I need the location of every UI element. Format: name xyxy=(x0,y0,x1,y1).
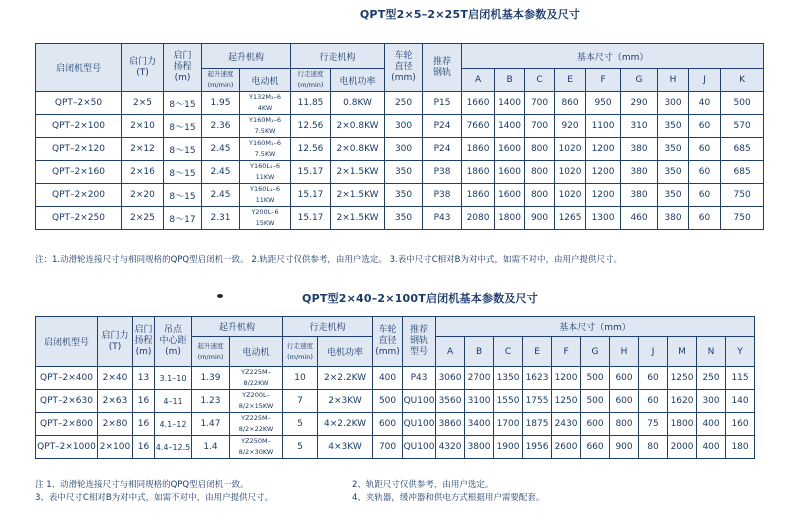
rail-cell: P24 xyxy=(423,115,462,138)
dim-cell: 310 xyxy=(621,115,658,138)
dim-cell: 2430 xyxy=(552,413,581,436)
motor-power-cell: 4×2.2KW xyxy=(318,413,373,436)
travel-speed-cell: 15.17 xyxy=(291,207,331,230)
motor-cell: YZ225M– 8/22KW xyxy=(230,367,283,390)
dim-cell: 60 xyxy=(689,207,721,230)
wheel-cell: 500 xyxy=(373,390,403,413)
dim-cell: 60 xyxy=(689,138,721,161)
t1-header-dim-letter: K xyxy=(721,69,764,92)
t2-header-rail: 推荐 钢轨 型号 xyxy=(403,317,436,367)
table1-note: 注：1.动滑轮连接尺寸与相同规格的QPQ型启闭机一致。 2.轨距尺寸仅供参考，由用户选定。 3.表中尺寸C相对B为对中式，如需不对中，由用户提供尺寸。 xyxy=(35,255,623,265)
travel-speed-cell: 5 xyxy=(283,413,318,436)
dim-cell: 460 xyxy=(621,207,658,230)
dim-cell: 1200 xyxy=(586,161,621,184)
dim-cell: 60 xyxy=(689,115,721,138)
t1-header-dim-letter: E xyxy=(555,69,586,92)
table2-note-1: 注 1、动滑轮连接尺寸与相同规格的QPQ型启闭机一致。 xyxy=(35,480,249,490)
dim-cell: 3400 xyxy=(465,413,494,436)
t2-header-wheel: 车轮 直径 (mm) xyxy=(373,317,403,367)
dim-cell: 350 xyxy=(658,161,689,184)
t2-header-dim-letter: B xyxy=(465,337,494,367)
motor-cell: YZ250M– 8/2×30KW xyxy=(230,436,283,459)
lift-speed-cell: 1.23 xyxy=(192,390,230,413)
motor-power-cell: 2×1.5KW xyxy=(331,207,385,230)
dim-cell: 1600 xyxy=(495,161,525,184)
dim-cell: 1250 xyxy=(668,367,697,390)
table-row xyxy=(36,436,755,459)
lift-speed-cell: 1.47 xyxy=(192,413,230,436)
rail-cell: P43 xyxy=(403,367,436,390)
dim-cell: 75 xyxy=(639,413,668,436)
wheel-cell: 400 xyxy=(373,367,403,390)
dim-cell: 180 xyxy=(726,436,755,459)
force-cell: 2×10 xyxy=(122,115,164,138)
table-row xyxy=(36,161,764,184)
force-cell: 2×80 xyxy=(98,413,133,436)
dim-cell: 1600 xyxy=(495,184,525,207)
stroke-cell: 8～15 xyxy=(164,184,202,207)
travel-speed-cell: 11.85 xyxy=(291,92,331,115)
dim-cell: 250 xyxy=(697,367,726,390)
dim-cell: 685 xyxy=(721,138,764,161)
dim-cell: 1623 xyxy=(523,367,552,390)
model-cell: QPT–2×100 xyxy=(36,115,122,138)
t2-header-dim-letter: G xyxy=(581,337,610,367)
model-cell: QPT–2×200 xyxy=(36,184,122,207)
dim-cell: 380 xyxy=(621,184,658,207)
dim-cell: 800 xyxy=(610,413,639,436)
dim-cell: 300 xyxy=(697,390,726,413)
t1-header-travel-group: 行走机构 xyxy=(291,44,385,69)
dim-cell: 900 xyxy=(610,436,639,459)
t1-header-dim-letter: J xyxy=(689,69,721,92)
dim-cell: 1200 xyxy=(586,184,621,207)
rail-cell: P38 xyxy=(423,161,462,184)
t1-header-dim-letter: C xyxy=(525,69,555,92)
dim-cell: 2080 xyxy=(462,207,495,230)
wheel-cell: 350 xyxy=(385,161,423,184)
dim-cell: 1860 xyxy=(462,184,495,207)
dim-cell: 1300 xyxy=(586,207,621,230)
dim-cell: 3860 xyxy=(436,413,465,436)
dim-cell: 3100 xyxy=(465,390,494,413)
model-cell: QPT–2×120 xyxy=(36,138,122,161)
rail-cell: QU100 xyxy=(403,390,436,413)
t2-header-dim-letter: M xyxy=(668,337,697,367)
dim-cell: 570 xyxy=(721,115,764,138)
t2-header-dim-letter: Y xyxy=(726,337,755,367)
table2-note-2: 2、轨距尺寸仅供参考，由用户选定。 xyxy=(352,480,494,490)
dim-cell: 800 xyxy=(525,184,555,207)
wheel-cell: 300 xyxy=(385,138,423,161)
motor-cell: Y132M₁–6 4KW xyxy=(240,92,291,115)
dim-cell: 1600 xyxy=(495,138,525,161)
wheel-cell: 600 xyxy=(373,413,403,436)
table-row xyxy=(36,207,764,230)
stroke-cell: 16 xyxy=(133,413,155,436)
table2-note-3: 3、表中尺寸C相对B为对中式，如需不对中，由用户提供尺寸。 xyxy=(35,493,274,503)
t1-header-lift-speed: 起升速度 (m/min) xyxy=(202,69,240,92)
travel-speed-cell: 10 xyxy=(283,367,318,390)
table-row xyxy=(36,367,755,390)
t2-header-travel-group: 行走机构 xyxy=(283,317,373,337)
dim-cell: 60 xyxy=(689,184,721,207)
motor-cell: Y160M₁–6 7.5KW xyxy=(240,115,291,138)
motor-power-cell: 2×1.5KW xyxy=(331,161,385,184)
dim-cell: 860 xyxy=(555,92,586,115)
dim-cell: 115 xyxy=(726,367,755,390)
t2-header-force: 启门力 (T) xyxy=(98,317,133,367)
pulley-cell: 4–11 xyxy=(155,390,192,413)
table2-note-4: 4、夹轨器，缓冲器和供电方式根据用户需要配套。 xyxy=(352,493,545,503)
table2 xyxy=(35,316,755,459)
t2-header-lift-speed: 起升速度 (m/min) xyxy=(192,337,230,367)
stroke-cell: 16 xyxy=(133,390,155,413)
dim-cell: 660 xyxy=(581,436,610,459)
t1-header-lift-group: 起升机构 xyxy=(202,44,291,69)
dim-cell: 4320 xyxy=(436,436,465,459)
table1 xyxy=(35,43,764,230)
dim-cell: 600 xyxy=(610,390,639,413)
dim-cell: 2600 xyxy=(552,436,581,459)
dim-cell: 1875 xyxy=(523,413,552,436)
dim-cell: 400 xyxy=(697,413,726,436)
dim-cell: 500 xyxy=(721,92,764,115)
stroke-cell: 8～15 xyxy=(164,138,202,161)
lift-speed-cell: 2.45 xyxy=(202,138,240,161)
t2-header-motor-power: 电机功率 xyxy=(318,337,373,367)
t1-header-travel-speed: 行走速度 (m/min) xyxy=(291,69,331,92)
force-cell: 2×40 xyxy=(98,367,133,390)
t1-header-dim-letter: B xyxy=(495,69,525,92)
lift-speed-cell: 1.39 xyxy=(192,367,230,390)
dim-cell: 60 xyxy=(689,161,721,184)
dim-cell: 750 xyxy=(721,207,764,230)
stroke-cell: 13 xyxy=(133,367,155,390)
dim-cell: 160 xyxy=(726,413,755,436)
dim-cell: 685 xyxy=(721,161,764,184)
dim-cell: 380 xyxy=(658,207,689,230)
motor-cell: Y160L₁–6 11KW xyxy=(240,161,291,184)
travel-speed-cell: 15.17 xyxy=(291,161,331,184)
dim-cell: 1900 xyxy=(494,436,523,459)
t2-header-pulley: 吊点 中心距 (m) xyxy=(155,317,192,367)
motor-power-cell: 2×2.2KW xyxy=(318,367,373,390)
motor-power-cell: 0.8KW xyxy=(331,92,385,115)
motor-cell: Y160L₁–6 11KW xyxy=(240,184,291,207)
table1-title: QPT型2×5–2×25T启闭机基本参数及尺寸 xyxy=(359,8,581,21)
stroke-cell: 8～15 xyxy=(164,115,202,138)
stroke-cell: 16 xyxy=(133,436,155,459)
lift-speed-cell: 1.4 xyxy=(192,436,230,459)
stroke-cell: 8～15 xyxy=(164,92,202,115)
force-cell: 2×16 xyxy=(122,161,164,184)
table-row xyxy=(36,413,755,436)
motor-power-cell: 2×3KW xyxy=(318,390,373,413)
dim-cell: 350 xyxy=(658,184,689,207)
motor-power-cell: 2×0.8KW xyxy=(331,138,385,161)
t2-header-dim-letter: H xyxy=(610,337,639,367)
dim-cell: 700 xyxy=(525,92,555,115)
model-cell: QPT–2×160 xyxy=(36,161,122,184)
pulley-cell: 4.1–12 xyxy=(155,413,192,436)
t1-header-model: 启闭机型号 xyxy=(36,44,122,92)
dim-cell: 1860 xyxy=(462,161,495,184)
table-row xyxy=(36,115,764,138)
dim-cell: 750 xyxy=(721,184,764,207)
pulley-cell: 3.1–10 xyxy=(155,367,192,390)
dim-cell: 3060 xyxy=(436,367,465,390)
lift-speed-cell: 2.45 xyxy=(202,184,240,207)
t1-header-motor-power: 电机功率 xyxy=(331,69,385,92)
dim-cell: 380 xyxy=(621,138,658,161)
motor-power-cell: 2×0.8KW xyxy=(331,115,385,138)
dim-cell: 1800 xyxy=(495,207,525,230)
dim-cell: 600 xyxy=(581,413,610,436)
dim-cell: 40 xyxy=(689,92,721,115)
dim-cell: 1660 xyxy=(462,92,495,115)
lift-speed-cell: 1.95 xyxy=(202,92,240,115)
dim-cell: 800 xyxy=(525,138,555,161)
rail-cell: P15 xyxy=(423,92,462,115)
t2-header-dim-letter: J xyxy=(639,337,668,367)
motor-cell: YZ225M– 8/2×22KW xyxy=(230,413,283,436)
dim-cell: 60 xyxy=(639,390,668,413)
motor-cell: YZ200L– 8/2×15KW xyxy=(230,390,283,413)
dim-cell: 2000 xyxy=(668,436,697,459)
table-row xyxy=(36,138,764,161)
dim-cell: 300 xyxy=(658,92,689,115)
t1-header-force: 启门力 (T) xyxy=(122,44,164,92)
table2-title: QPT型2×40–2×100T启闭机基本参数及尺寸 xyxy=(302,292,538,305)
stroke-cell: 8～15 xyxy=(164,161,202,184)
t1-header-dim-letter: A xyxy=(462,69,495,92)
dim-cell: 380 xyxy=(621,161,658,184)
force-cell: 2×5 xyxy=(122,92,164,115)
rail-cell: QU100 xyxy=(403,436,436,459)
model-cell: QPT–2×50 xyxy=(36,92,122,115)
t1-header-motor: 电动机 xyxy=(240,69,291,92)
dim-cell: 80 xyxy=(639,436,668,459)
stroke-cell: 8～17 xyxy=(164,207,202,230)
t2-header-dim-letter: A xyxy=(436,337,465,367)
motor-power-cell: 2×1.5KW xyxy=(331,184,385,207)
dim-cell: 1020 xyxy=(555,138,586,161)
t1-header-dim-letter: G xyxy=(621,69,658,92)
dim-cell: 1200 xyxy=(586,138,621,161)
model-cell: QPT–2×1000 xyxy=(36,436,98,459)
t2-header-stroke: 启门 扬程 (m) xyxy=(133,317,155,367)
dim-cell: 700 xyxy=(525,115,555,138)
dim-cell: 1800 xyxy=(668,413,697,436)
force-cell: 2×25 xyxy=(122,207,164,230)
dim-cell: 2700 xyxy=(465,367,494,390)
travel-speed-cell: 7 xyxy=(283,390,318,413)
rail-cell: QU100 xyxy=(403,413,436,436)
wheel-cell: 350 xyxy=(385,207,423,230)
t2-header-dim-letter: C xyxy=(494,337,523,367)
t2-header-dims-group: 基本尺寸（mm） xyxy=(436,317,755,337)
lift-speed-cell: 2.31 xyxy=(202,207,240,230)
wheel-cell: 300 xyxy=(385,115,423,138)
t2-header-lift-group: 起升机构 xyxy=(192,317,283,337)
t1-header-dims-group: 基本尺寸（mm） xyxy=(462,44,764,69)
t1-header-dim-letter: H xyxy=(658,69,689,92)
dim-cell: 290 xyxy=(621,92,658,115)
dim-cell: 1400 xyxy=(495,115,525,138)
model-cell: QPT–2×400 xyxy=(36,367,98,390)
t2-header-model: 启闭机型号 xyxy=(36,317,98,367)
dim-cell: 1100 xyxy=(586,115,621,138)
t1-header-stroke: 启门 扬程 (m) xyxy=(164,44,202,92)
motor-power-cell: 4×3KW xyxy=(318,436,373,459)
t1-header-dim-letter: F xyxy=(586,69,621,92)
motor-cell: Y200L–6 15KW xyxy=(240,207,291,230)
dim-cell: 1265 xyxy=(555,207,586,230)
dim-cell: 500 xyxy=(581,390,610,413)
force-cell: 2×63 xyxy=(98,390,133,413)
dim-cell: 350 xyxy=(658,138,689,161)
travel-speed-cell: 12.56 xyxy=(291,138,331,161)
wheel-cell: 250 xyxy=(385,92,423,115)
rail-cell: P43 xyxy=(423,207,462,230)
dim-cell: 500 xyxy=(581,367,610,390)
dim-cell: 1250 xyxy=(552,390,581,413)
dim-cell: 3800 xyxy=(465,436,494,459)
force-cell: 2×12 xyxy=(122,138,164,161)
table-row xyxy=(36,92,764,115)
lift-speed-cell: 2.36 xyxy=(202,115,240,138)
dim-cell: 1700 xyxy=(494,413,523,436)
t2-header-travel-speed: 行走速度 (m/min) xyxy=(283,337,318,367)
force-cell: 2×20 xyxy=(122,184,164,207)
model-cell: QPT–2×630 xyxy=(36,390,98,413)
travel-speed-cell: 12.56 xyxy=(291,115,331,138)
dim-cell: 350 xyxy=(658,115,689,138)
dim-cell: 140 xyxy=(726,390,755,413)
dim-cell: 900 xyxy=(525,207,555,230)
dim-cell: 1550 xyxy=(494,390,523,413)
model-cell: QPT–2×800 xyxy=(36,413,98,436)
dim-cell: 1200 xyxy=(552,367,581,390)
dim-cell: 800 xyxy=(525,161,555,184)
rail-cell: P38 xyxy=(423,184,462,207)
dim-cell: 7660 xyxy=(462,115,495,138)
wheel-cell: 700 xyxy=(373,436,403,459)
dim-cell: 60 xyxy=(639,367,668,390)
dim-cell: 1860 xyxy=(462,138,495,161)
dim-cell: 600 xyxy=(610,367,639,390)
rail-cell: P24 xyxy=(423,138,462,161)
t2-header-dim-letter: E xyxy=(523,337,552,367)
t2-header-dim-letter: F xyxy=(552,337,581,367)
dim-cell: 1620 xyxy=(668,390,697,413)
travel-speed-cell: 5 xyxy=(283,436,318,459)
travel-speed-cell: 15.17 xyxy=(291,184,331,207)
dim-cell: 400 xyxy=(697,436,726,459)
wheel-cell: 350 xyxy=(385,184,423,207)
dim-cell: 920 xyxy=(555,115,586,138)
dim-cell: 950 xyxy=(586,92,621,115)
table-row xyxy=(36,390,755,413)
dim-cell: 1350 xyxy=(494,367,523,390)
dim-cell: 1400 xyxy=(495,92,525,115)
dim-cell: 1020 xyxy=(555,184,586,207)
dim-cell: 1956 xyxy=(523,436,552,459)
dim-cell: 1755 xyxy=(523,390,552,413)
model-cell: QPT–2×250 xyxy=(36,207,122,230)
force-cell: 2×100 xyxy=(98,436,133,459)
t1-header-rail: 推荐 钢轨 xyxy=(423,44,462,92)
pulley-cell: 4.4–12.5 xyxy=(155,436,192,459)
t2-header-motor: 电动机 xyxy=(230,337,283,367)
dim-cell: 1020 xyxy=(555,161,586,184)
motor-cell: Y160M₁–6 7.5KW xyxy=(240,138,291,161)
lift-speed-cell: 2.45 xyxy=(202,161,240,184)
t2-header-dim-letter: N xyxy=(697,337,726,367)
dim-cell: 3560 xyxy=(436,390,465,413)
t1-header-wheel: 车轮 直径 (mm) xyxy=(385,44,423,92)
table-row xyxy=(36,184,764,207)
